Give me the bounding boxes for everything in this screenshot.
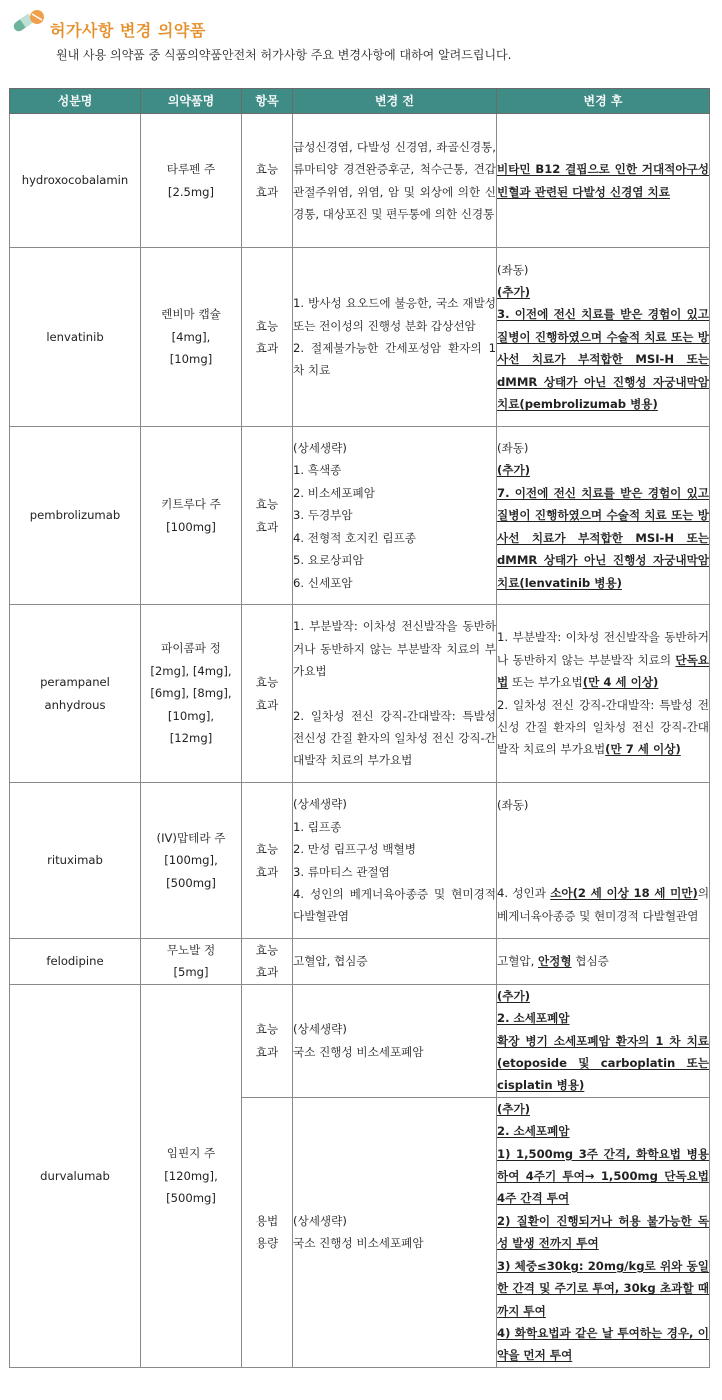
capsule-pills-icon: [10, 6, 46, 38]
page-header: [0, 0, 722, 80]
column-header: 성분명: [10, 89, 141, 114]
item-cell: 효능 효과: [242, 605, 293, 783]
after-cell: (좌동) 4. 성인과 소아(2 세 이상 18 세 미만)의 베게너육아종증 및 현미경적 다발혈관염: [497, 783, 710, 939]
after-cell: (좌동) (추가) 3. 이전에 전신 치료를 받은 경험이 있고 질병이 진행하였으며 수술적 치료 또는 방사선 치료가 부적합한 MSI-H 또는 dMMR 상태가 아닌 진행성 자궁내막암 치료(pembrolizumab 병용): [497, 248, 710, 427]
column-header: 변경 후: [497, 89, 710, 114]
column-header: 의약품명: [141, 89, 242, 114]
before-cell: 고혈압, 협심증: [293, 939, 497, 985]
drug-name-cell: 파이콤파 정 [2mg], [4mg], [6mg], [8mg], [10mg], [12mg]: [141, 605, 242, 783]
item-cell: 효능 효과: [242, 939, 293, 985]
table-row: [10, 939, 710, 985]
after-cell: (추가) 2. 소세포폐암 1) 1,500mg 3주 간격, 화학요법 병용하여 4주기 투여→ 1,500mg 단독요법 4주 간격 투여 2) 질환이 진행되거나 허용 불가능한 독성 발생 전까지 투여 3) 체중≤30kg: 20mg/kg로 위와 동일한 간격 및 주기로 투여, 30kg 초과할 때까지 투여 4) 화학요법과 같은 날 투여하는 경우, 이 약을 먼저 투여: [497, 1097, 710, 1367]
before-cell: (상세생략) 국소 진행성 비소세포폐암: [293, 1097, 497, 1367]
table-row: [10, 605, 710, 783]
ingredient-cell: felodipine: [10, 939, 141, 985]
after-cell: (좌동) (추가) 7. 이전에 전신 치료를 받은 경험이 있고 질병이 진행하였으며 수술적 치료 또는 방사선 치료가 부적합한 MSI-H 또는 dMMR 상태가 아닌 진행성 자궁내막암 치료(lenvatinib 병용): [497, 427, 710, 605]
page-title: 허가사항 변경 의약품: [50, 21, 206, 40]
ingredient-cell: rituximab: [10, 783, 141, 939]
before-cell: 급성신경염, 다발성 신경염, 좌골신경통, 류마티양 경견완증후군, 척수근통, 견갑관절주위염, 위염, 암 및 외상에 의한 신경통, 대상포진 및 편두통에 의한 신경통: [293, 114, 497, 248]
table-header-row: [10, 89, 710, 114]
before-cell: 1. 방사성 요오드에 불응한, 국소 재발성 또는 전이성의 진행성 분화 갑상선암 2. 절제불가능한 간세포성암 환자의 1 차 치료: [293, 248, 497, 427]
drug-name-cell: 타루펜 주 [2.5mg]: [141, 114, 242, 248]
ingredient-cell: lenvatinib: [10, 248, 141, 427]
before-cell: (상세생략) 국소 진행성 비소세포폐암: [293, 984, 497, 1097]
ingredient-cell: hydroxocobalamin: [10, 114, 141, 248]
table-row: [10, 248, 710, 427]
drug-name-cell: 임핀지 주 [120mg], [500mg]: [141, 984, 242, 1367]
before-cell: 1. 부분발작: 이차성 전신발작을 동반하거나 동반하지 않는 부분발작 치료의 부가요법 2. 일차성 전신 강직-간대발작: 특발성 전신성 간질 환자의 일차성 전신 강직-간대발작 치료의 부가요법: [293, 605, 497, 783]
after-cell: 비타민 B12 결핍으로 인한 거대적아구성 빈혈과 관련된 다발성 신경염 치료: [497, 114, 710, 248]
after-cell: (추가) 2. 소세포폐암 확장 병기 소세포폐암 환자의 1 차 치료(etoposide 및 carboplatin 또는 cisplatin 병용): [497, 984, 710, 1097]
ingredient-cell: durvalumab: [10, 984, 141, 1367]
ingredient-cell: pembrolizumab: [10, 427, 141, 605]
ingredient-cell: perampanel anhydrous: [10, 605, 141, 783]
column-header: 변경 전: [293, 89, 497, 114]
before-cell: (상세생략) 1. 림프종 2. 만성 림프구성 백혈병 3. 류마티스 관절염 4. 성인의 베게너육아종증 및 현미경적 다발혈관염: [293, 783, 497, 939]
item-cell: 효능 효과: [242, 114, 293, 248]
after-cell: 고혈압, 안정형 협심증: [497, 939, 710, 985]
item-cell: 효능 효과: [242, 427, 293, 605]
after-cell: 1. 부분발작: 이차성 전신발작을 동반하거나 동반하지 않는 부분발작 치료의 단독요법 또는 부가요법(만 4 세 이상) 2. 일차성 전신 강직-간대발작: 특발성 전신성 간질 환자의 일차성 전신 강직-간대발작 치료의 부가요법(만 7 세 이상): [497, 605, 710, 783]
drug-change-table: [9, 88, 710, 1368]
drug-name-cell: 키트루다 주 [100mg]: [141, 427, 242, 605]
table-row: [10, 984, 710, 1097]
drug-name-cell: 렌비마 캡슐 [4mg], [10mg]: [141, 248, 242, 427]
table-row: [10, 783, 710, 939]
drug-name-cell: (IV)맙테라 주 [100mg], [500mg]: [141, 783, 242, 939]
drug-name-cell: 무노발 정 [5mg]: [141, 939, 242, 985]
table-row: [10, 427, 710, 605]
item-cell: 용법 용량: [242, 1097, 293, 1367]
before-cell: (상세생략) 1. 흑색종 2. 비소세포폐암 3. 두경부암 4. 전형적 호지킨 림프종 5. 요로상피암 6. 신세포암: [293, 427, 497, 605]
item-cell: 효능 효과: [242, 984, 293, 1097]
table-row: [10, 114, 710, 248]
item-cell: 효능 효과: [242, 783, 293, 939]
page-subtitle: 원내 사용 의약품 중 식품의약품안전처 허가사항 주요 변경사항에 대하여 알려드립니다.: [56, 48, 512, 62]
column-header: 항목: [242, 89, 293, 114]
item-cell: 효능 효과: [242, 248, 293, 427]
